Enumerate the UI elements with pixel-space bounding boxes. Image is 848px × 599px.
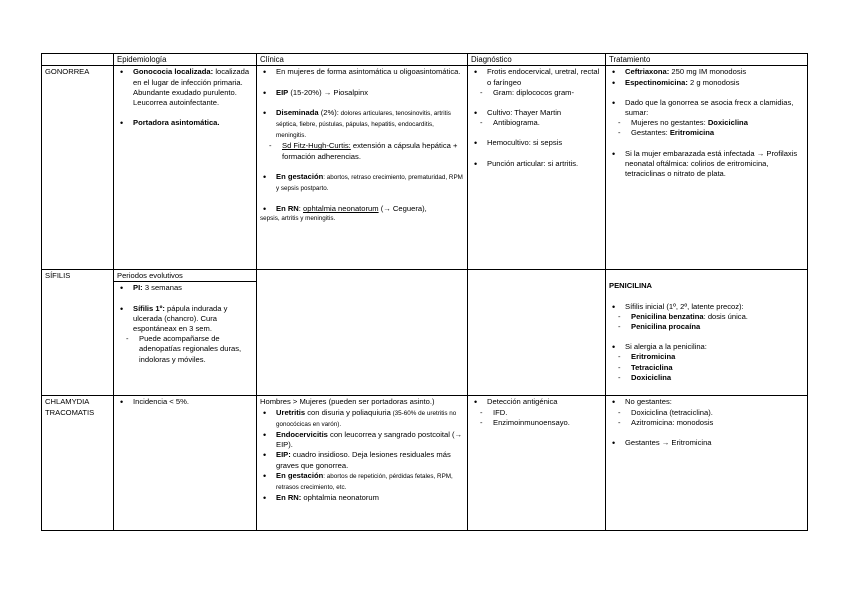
list-item: • EIP (15-20%) → Piosalpinx [260, 88, 465, 98]
gonorrea-tratamiento [606, 66, 808, 270]
row-sifilis [42, 270, 808, 396]
list-item: • Portadora asintomática. [117, 118, 254, 128]
gonorrea-clinica [257, 66, 468, 270]
header-diagnostico: Diagnóstico [468, 54, 606, 66]
header-epidemiologia: Epidemiología [114, 54, 257, 66]
rn-continuation: sepsis, artritis y meningitis. [260, 215, 336, 223]
list-item: • En RN: ophtalmia neonatorum (→ Ceguera), [260, 204, 465, 214]
list-item: • Endocervicitis con leucorrea y sangrado postcoital (→ EIP). [260, 430, 465, 450]
chlamydia-tratamiento [606, 396, 808, 531]
header-empty [42, 54, 114, 66]
list-item: • Sífilis 1º: pápula indurada y ulcerada (chancro). Cura espontáneax en 3 sem. [117, 304, 254, 335]
list-item: • En gestación: abortos de repetición, pérdidas fetales, RPM, retrasos crecimiento, etc. [260, 471, 465, 493]
clinica-intro: Hombres > Mujeres (pueden ser portadoras asinto.) [260, 397, 435, 407]
row-label-gonorrea: GONORREA [42, 66, 114, 270]
list-item: - Azitromicina: monodosis [609, 418, 805, 428]
header-clinica: Clínica [257, 54, 468, 66]
row-gonorrea [42, 66, 808, 270]
list-item: • Frotis endocervical, uretral, rectal o faríngeo [471, 67, 603, 87]
penicilina-title: PENICILINA [609, 281, 653, 291]
ets-table [41, 53, 808, 531]
sifilis-tratamiento [606, 270, 808, 396]
list-item: - Penicilina benzatina: dosis única. [609, 312, 805, 322]
gonorrea-diagnostico [468, 66, 606, 270]
list-item: • Gonococia localizada: localizada en el lugar de infección primaria. Abundante exudado purulento. Leucorrea autoinfectante. [117, 67, 254, 108]
list-item: - Antibiograma. [471, 118, 603, 128]
list-item: • EIP: cuadro insidioso. Deja lesiones residuales más graves que gonorrea. [260, 450, 465, 470]
list-item: - IFD. [471, 408, 603, 418]
chlamydia-clinica [257, 396, 468, 531]
list-item: • Gestantes → Eritromicina [609, 438, 805, 448]
periodos-evolutivos-header: Periodos evolutivos [114, 270, 256, 282]
list-item: - Puede acompañarse de adenopatías regionales duras, indoloras y móviles. [117, 334, 254, 365]
list-item: • Espectinomicina: 2 g monodosis [609, 78, 805, 88]
list-item: • Sífilis inicial (1º, 2º, latente precoz): [609, 302, 805, 312]
list-item: • Incidencia < 5%. [117, 397, 254, 407]
list-item: - Gram: diplococos gram- [471, 88, 603, 98]
chlamydia-epidemiologia [114, 396, 257, 531]
sifilis-clinica [257, 270, 468, 396]
list-item: • Punción articular: si artritis. [471, 159, 603, 169]
list-item: - Penicilina procaína [609, 322, 805, 332]
gonorrea-epidemiologia [114, 66, 257, 270]
list-item: • Hemocultivo: si sepsis [471, 138, 603, 148]
list-item: - Enzimoinmunoensayo. [471, 418, 603, 428]
row-label-sifilis: SÍFILIS [42, 270, 114, 396]
list-item: - Doxiciclina [609, 373, 805, 383]
list-item: • Uretritis con disuria y poliaquiuria (35-60% de uretritis no gonocócicas en varón). [260, 408, 465, 430]
list-item: • Detección antigénica [471, 397, 603, 407]
list-item: • Ceftriaxona: 250 mg IM monodosis [609, 67, 805, 77]
header-tratamiento: Tratamiento [606, 54, 808, 66]
list-item: - Sd Fitz-Hugh-Curtis: extensión a cápsula hepática + formación adherencias. [260, 141, 465, 161]
list-item: • Dado que la gonorrea se asocia frecx a clamidias, sumar: [609, 98, 805, 118]
list-item: - Tetraciclina [609, 363, 805, 373]
list-item: • No gestantes: [609, 397, 805, 407]
list-item: - Gestantes: Eritromicina [609, 128, 805, 138]
row-label-chlamydia: CHLAMYDIA TRACOMATIS [42, 396, 114, 531]
sifilis-epidemiologia [114, 270, 257, 396]
row-chlamydia [42, 396, 808, 531]
list-item: • Cultivo: Thayer Martin [471, 108, 603, 118]
list-item: • Si alergia a la penicilina: [609, 342, 805, 352]
list-item: - Doxiciclina (tetraciclina). [609, 408, 805, 418]
list-item: - Mujeres no gestantes: Doxiciclina [609, 118, 805, 128]
list-item: • En RN: ophtalmia neonatorum [260, 493, 465, 503]
list-item: • En gestación: abortos, retraso crecimiento, prematuridad, RPM y sepsis postparto. [260, 172, 465, 194]
sifilis-diagnostico [468, 270, 606, 396]
header-row [42, 54, 808, 66]
list-item: • Si la mujer embarazada está infectada → Profilaxis neonatal oftálmica: colirios de eritromicina, tetraciclinas o nitrato de plata. [609, 149, 805, 180]
list-item: • PI: 3 semanas [117, 283, 254, 293]
list-item: • Diseminada (2%): dolores articulares, tenosinovitis, artritis séptica, fiebre, pústulas, pápulas, hepatitis, endocarditis, meningitis. [260, 108, 465, 142]
list-item: • En mujeres de forma asintomática u oligoasintomática. [260, 67, 465, 77]
chlamydia-diagnostico [468, 396, 606, 531]
list-item: - Eritromicina [609, 352, 805, 362]
